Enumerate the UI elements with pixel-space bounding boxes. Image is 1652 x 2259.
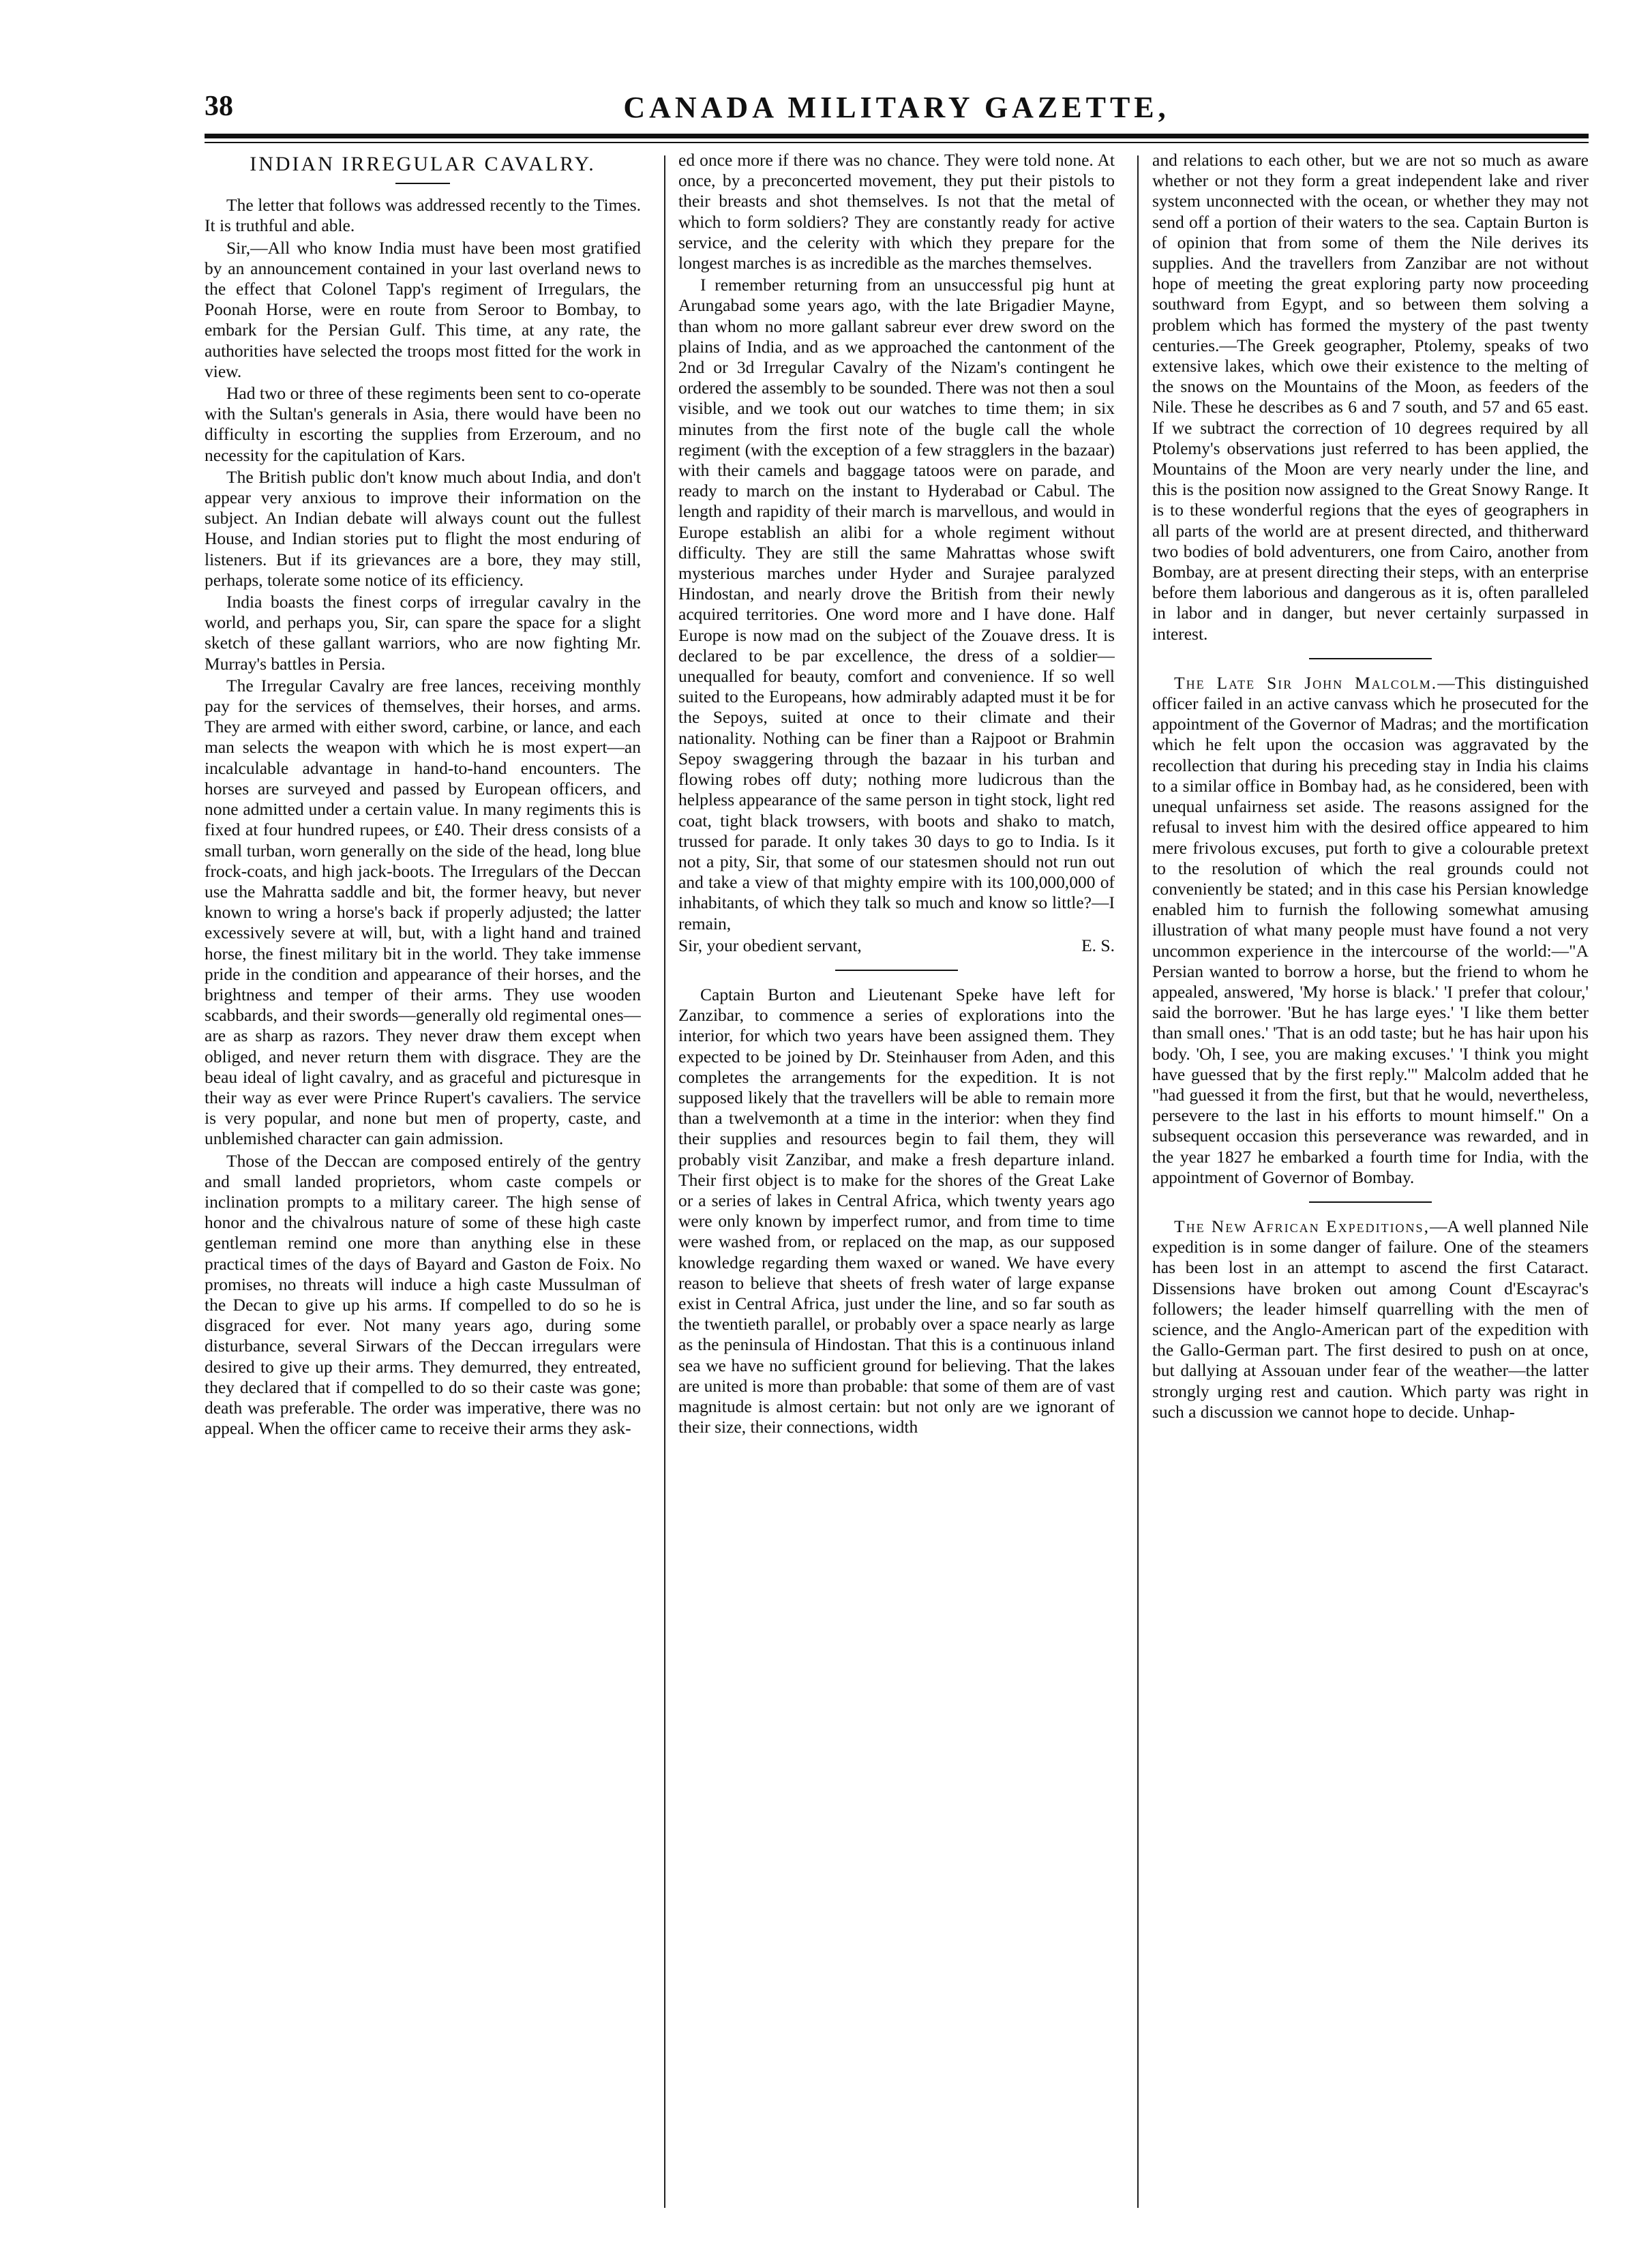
article-paragraph: and relations to each other, but we are not so much as aware whether or not they form a great independent lake and river system unconnected with the ocean, or whether they may not send off a portion of their waters to the sea. Captain Burton is of opinion that from some of them the Nile derives its supplies. And the travellers from Zanzibar are not without hope of meeting the great exploring party now proceeding southward from Egypt, and so between them solving a problem which has formed the mystery of the past twenty centuries.—The Greek geographer, Ptolemy, speaks of two extensive lakes, which owe their existence to the melting of the snows on the Mountains of the Moon, as feeders of the Nile. These he describes as 6 and 7 south, and 57 and 65 east. If we subtract the correction of 10 degrees required by all Ptolemy's observations just referred to has been applied, the Mountains of the Moon are very nearly under the line, and this is the position now assigned to the Great Snowy Range. It is to these wonderful regions that the eyes of geographers in all parts of the world are at present directed, and thitherward two bodies of bold adventurers, one from Cairo, another from Bombay, are at present directing their steps, with an enterprise before them laborious and dangerous as it is, often paralleled in labor and in danger, but never certainly surpassed in interest. bbox=[1152, 150, 1589, 644]
section-rule bbox=[1309, 1201, 1432, 1203]
masthead-rule-thick bbox=[205, 134, 1589, 138]
article-paragraph bbox=[1152, 673, 1589, 1188]
nile-heading: The New African Expeditions, bbox=[1174, 1216, 1430, 1236]
article-paragraph: I remember returning from an unsuccessful pig hunt at Arungabad some years ago, with the late Brigadier Mayne, than whom no more gallant sabreur ever drew sword on the plains of India, and as we approached the cantonment of the 2nd or 3d Irregular Cavalry of the Nizam's contingent he ordered the assembly to be sounded. There was not then a soul visible, and we took out our watches to time them; in six minutes from the first note of the bugle call the whole regiment (with the exception of a few stragglers in the bazaar) with their camels and baggage tatoos were on parade, and ready to march on the instant to Hyderabad or Cabul. The length and rapidity of their march is marvellous, and would in Europe establish an alibi for a whole regiment without difficulty. They are still the same Mahrattas whose swift mysterious marches under Hyder and Surajee paralyzed Hindostan, and nearly drove the British from their newly acquired territories. One word more and I have done. Half Europe is now mad on the subject of the Zouave dress. It is declared to be par excellence, the dress of a soldier—unequalled for beauty, comfort and convenience. If so well suited to the Europeans, how admirably adapted must it be for the Sepoys, suited at once to their climate and their nationality. Nothing can be finer than a Rajpoot or Brahmin Sepoy swaggering through the bazaar in his turban and flowing robes off duty; nothing more ludicrous than the helpless appearance of the same person in tight stock, light red coat, tight black trowsers, with boots and shako to match, trussed for parade. It only takes 30 days to go to India. Is it not a pity, Sir, that some of our statesmen should not run out and take a view of that mighty empire with its 100,000,000 of inhabitants, of which they talk so much and know so little?—I remain, bbox=[678, 275, 1115, 933]
nile-body: —A well planned Nile expedition is in some danger of failure. One of the steamers has been lost in an attempt to ascend the first Cataract. Dissensions have broken out among Count d'Escayrac's followers; the leader himself quarrelling with the men of science, and the Anglo-American part of the expedition with the Gallo-German part. The first desired to push on at once, but dallying at Assouan under fear of the weather—the latter strongly urging rest and caution. Which party was right in such a discussion we cannot hope to decide. Unhap- bbox=[1152, 1216, 1589, 1422]
column-3 bbox=[1152, 150, 1589, 2209]
article-paragraph: Those of the Deccan are composed entirely of the gentry and small landed proprietors, whom caste compels or inclination prompts to a military career. The high sense of honor and the chivalrous nature of some of these high caste gentleman remind one more than anything else in these practical times of the days of Bayard and Gaston de Foix. No promises, no threats will induce a high caste Mussulman of the Decan to give up his arms. If compelled to do so he is disgraced for ever. Not many years ago, during some disturbance, several Sirwars of the Deccan irregulars were desired to give up their arms. They demurred, they entreated, they declared that if compelled to do so their caste was gone; death was preferable. The order was imperative, there was no appeal. When the officer came to receive their arms they ask- bbox=[205, 1150, 641, 1439]
article-paragraph: The letter that follows was addressed recently to the Times. It is truthful and able. bbox=[205, 195, 641, 236]
article-paragraph: ed once more if there was no chance. They were told none. At once, by a preconcerted movement, they put their pistols to their breasts and shot themselves. Is not that the metal of which to form soldiers? They are constantly ready for active service, and the celerity with which they prepare for the longest marches is as incredible as the marches themselves. bbox=[678, 150, 1115, 273]
malcolm-body: —This distinguished officer failed in an active canvass which he prosecuted for the appointment of the Governor of Madras; and the mortification which he felt upon the occasion was aggravated by the recollection that during his preceding stay in India his claims to a similar office in Bombay had, as he considered, been with unequal unfairness set aside. The reasons assigned for the refusal to invest him with the desired office appeared to him mere frivolous excuses, put forth to give a colourable pretext to the resolution of which the real grounds could not conveniently be stated; and in this case his Persian knowledge enabled him to furnish the following somewhat amusing illustration of what many people must have found a not very uncommon experience in the intercourse of the world:—"A Persian wanted to borrow a horse, but the friend to whom he appealed, answered, 'My horse is black.' 'I prefer that colour,' said the borrower. 'But he has large eyes.' 'I like them better than small ones.' 'That is an odd taste; but he has hair upon his body. 'Oh, I see, you are making excuses.' 'I think you might have guessed that by the first reply.'" Malcolm added that he "had guessed it from the first, but that he would, nevertheless, persevere to the last in his efforts to mount himself." On a subsequent occasion this perseverance was rewarded, and in the year 1827 he embarked a fourth time for India, with the appointment of Governor of Bombay. bbox=[1152, 672, 1589, 1187]
masthead-rule-thin bbox=[205, 142, 1589, 143]
headline-rule bbox=[395, 183, 450, 184]
column-1 bbox=[205, 150, 641, 2209]
malcolm-heading: The Late Sir John Malcolm. bbox=[1174, 672, 1438, 693]
article-paragraph: Captain Burton and Lieutenant Speke have left for Zanzibar, to commence a series of explorations into the interior, for which two years have been assigned them. They expected to be joined by Dr. Steinhauser from Aden, and this completes the arrangements for the expedition. It is not supposed likely that the travellers will be able to remain more than a twelvemonth at a time in the interior: when they find their supplies and resources begin to fail them, they will probably visit Zanzibar, and make a fresh departure inland. Their first object is to make for the shores of the Great Lake or a series of lakes in Central Africa, which twenty years ago were only known by imperfect rumor, and from time to time were washed from, or replaced on the map, as our supposed knowledge regarding them waxed or waned. We have every reason to believe that sheets of fresh water of large expanse exist in Central Africa, just under the line, and so far south as the twentieth parallel, or probably over a space nearly as large as the peninsula of Hindostan. That this is a continuous inland sea we have no sufficient ground for believing. That the lakes are united is more than probable: that some of them are of vast magnitude is almost certain: but not only are we ignorant of their size, their connections, width bbox=[678, 984, 1115, 1437]
article-headline: INDIAN IRREGULAR CAVALRY. bbox=[250, 153, 596, 175]
column-2 bbox=[678, 150, 1115, 2209]
column-divider bbox=[1137, 155, 1139, 2208]
article-paragraph: The Irregular Cavalry are free lances, receiving monthly pay for the services of themselves, their horses, and arms. They are armed with either sword, carbine, or lance, and each man selects the weapon with which he is most expert—an incalculable advantage in hand-to-hand encounters. The horses are surveyed and passed by European officers, and none admitted under a certain value. In many regiments this is fixed at four hundred rupees, or £40. Their dress consists of a small turban, worn generally on the side of the head, long blue frock-coats, and high jack-boots. The Irregulars of the Deccan use the Mahratta saddle and bit, the former heavy, but never known to wring a horse's back if properly adjusted; the latter excessively severe at will, but, with a light hand and trained horse, the finest military bit in the world. They take immense pride in the condition and appearance of their horses, and the brightness and temper of their arms. They use wooden scabbards, and their swords—generally old regimental ones—are as sharp as razors. They never draw them except when obliged, and never return them with disgrace. They are the beau ideal of light cavalry, and as graceful and picturesque in their way as ever were Prince Rupert's cavaliers. The service is very popular, and none but men of property, caste, and unblemished character can gain admission. bbox=[205, 675, 641, 1149]
signoff-text: Sir, your obedient servant, bbox=[678, 935, 862, 955]
page-number: 38 bbox=[205, 91, 233, 122]
article-paragraph: The British public don't know much about India, and don't appear very anxious to improve their information on the subject. An Indian debate will always count out the fullest House, and Indian stories put to flight the most enduring of listeners. But if its grievances are a bore, they may still, perhaps, tolerate some notice of its efficiency. bbox=[205, 466, 641, 590]
article-paragraph: Had two or three of these regiments been sent to co-operate with the Sultan's generals in Asia, there would have been no difficulty in escorting the supplies from Erzeroum, and no necessity for the capitulation of Kars. bbox=[205, 383, 641, 465]
newspaper-page bbox=[205, 87, 1589, 2215]
masthead bbox=[205, 87, 1589, 135]
section-rule bbox=[1309, 658, 1432, 659]
article-paragraph bbox=[1152, 1216, 1589, 1422]
column-divider bbox=[664, 155, 665, 2208]
article-paragraph: India boasts the finest corps of irregular cavalry in the world, and perhaps you, Sir, can spare the space for a slight sketch of these gallant warriors, who are now fighting Mr. Murray's battles in Persia. bbox=[205, 592, 641, 674]
signature: E. S. bbox=[1081, 935, 1115, 955]
article-paragraph: Sir,—All who know India must have been most gratified by an announcement contained in your last overland news to the effect that Colonel Tapp's regiment of Irregulars, the Poonah Horse, were en route from Seroor to Bombay, to embark for the Persian Gulf. This time, at any rate, the authorities have selected the troops most fitted for the work in view. bbox=[205, 237, 641, 381]
letter-signoff bbox=[678, 936, 1115, 956]
section-rule bbox=[835, 970, 958, 971]
newspaper-title: CANADA MILITARY GAZETTE, bbox=[623, 91, 1170, 124]
